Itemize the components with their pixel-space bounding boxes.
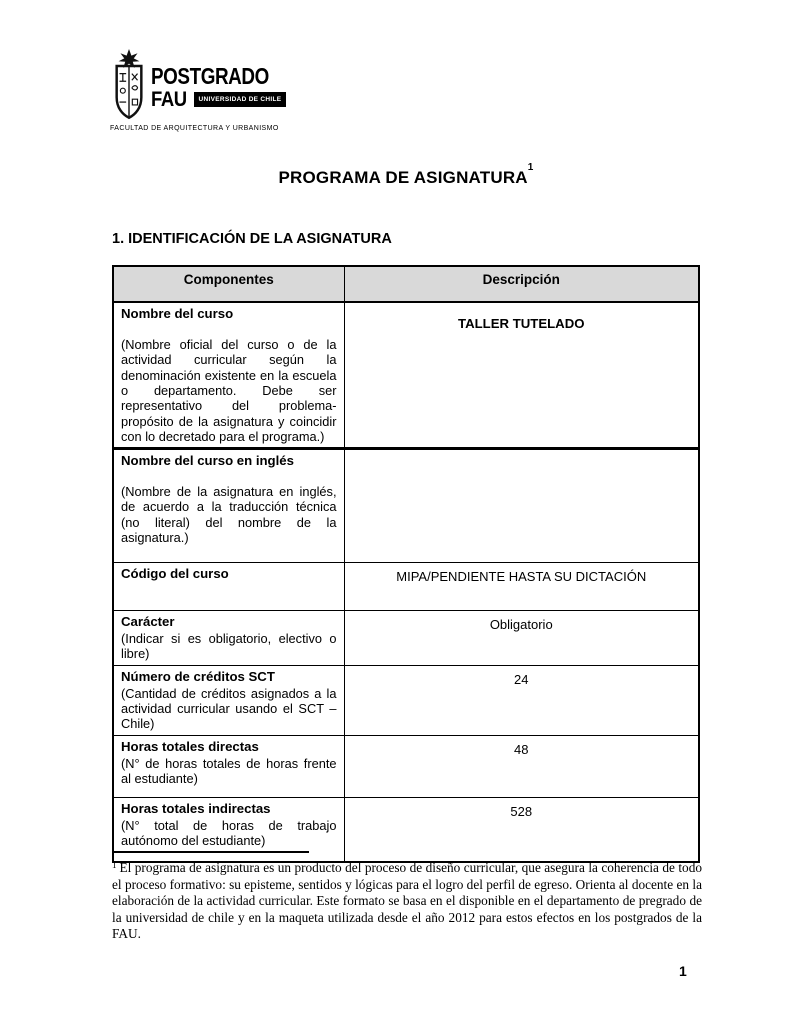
footnote-separator: [112, 851, 309, 853]
table-row: [113, 302, 699, 449]
page-number: 1: [679, 963, 687, 979]
page-title: [112, 162, 700, 188]
logo-university-badge: UNIVERSIDAD DE CHILE: [194, 92, 287, 107]
row-name: Nombre del curso: [121, 306, 234, 321]
row-value: [344, 449, 699, 563]
row-name: Nombre del curso en inglés: [121, 453, 294, 469]
row-note: (Nombre oficial del curso o de la actividad curricular según la denominación existente en la escuela o departamento. Debe ser representativo del problema-propósito de la asignatura y coincidir con lo decretado para el programa.): [121, 336, 337, 444]
column-header-componentes: Componentes: [113, 266, 344, 302]
row-note: (Cantidad de créditos asignados a la actividad curricular usando el SCT – Chile): [121, 685, 337, 732]
column-header-descripcion: Descripción: [344, 266, 699, 302]
table-row: [113, 563, 699, 611]
row-value: Obligatorio: [344, 611, 699, 666]
table-row: [113, 449, 699, 563]
row-value: TALLER TUTELADO: [344, 302, 699, 449]
row-name: Código del curso: [121, 566, 229, 582]
row-note: (N° total de horas de trabajo autónomo del estudiante): [121, 817, 337, 848]
title-footnote-ref: 1: [527, 162, 534, 174]
row-note: (N° de horas totales de horas frente al estudiante): [121, 755, 337, 786]
row-value: 48: [344, 735, 699, 797]
footnote-text: El programa de asignatura es un producto del proceso de diseño curricular, que asegura la coherencia de todo el proceso formativo: su episteme, sentidos y lógicas para el logro del perfil de egreso. Orienta al docente en la elaboración de la actividad curricular. Este formato se basa en el disponible en el departamento de pregrado de la universidad de chile y en la maqueta utilizada desde el año 2012 para estos efectos en los postgrados de la FAU.: [112, 860, 702, 942]
row-value: 24: [344, 665, 699, 735]
page-title-text: PROGRAMA DE ASIGNATURA: [278, 168, 528, 187]
row-value: 528: [344, 797, 699, 862]
logo-postgrado-text: POSTGRADO: [151, 63, 269, 89]
section-heading: 1. IDENTIFICACIÓN DE LA ASIGNATURA: [112, 231, 392, 247]
row-note: (Indicar si es obligatorio, electivo o libre): [121, 631, 337, 662]
footnote-marker: 1: [112, 860, 117, 870]
row-note: (Nombre de la asignatura en inglés, de acuerdo a la traducción técnica (no literal) del nombre de la asignatura.): [121, 484, 337, 546]
logo-faculty-caption: FACULTAD DE ARQUITECTURA Y URBANISMO: [110, 125, 279, 132]
footnote: [112, 851, 702, 943]
row-name: Carácter: [121, 614, 175, 630]
university-crest-icon: [110, 48, 148, 122]
table-row: [113, 735, 699, 797]
table-header-row: [113, 266, 699, 302]
logo-fau-text: FAU: [151, 88, 187, 111]
row-name: Horas totales indirectas: [121, 800, 271, 816]
postgrado-fau-logo: [110, 48, 295, 132]
identification-table: [112, 265, 700, 863]
row-value: MIPA/PENDIENTE HASTA SU DICTACIÓN: [344, 563, 699, 611]
row-name: Número de créditos SCT: [121, 668, 275, 684]
table-row: [113, 665, 699, 735]
table-row: [113, 611, 699, 666]
row-name: Horas totales directas: [121, 738, 259, 754]
